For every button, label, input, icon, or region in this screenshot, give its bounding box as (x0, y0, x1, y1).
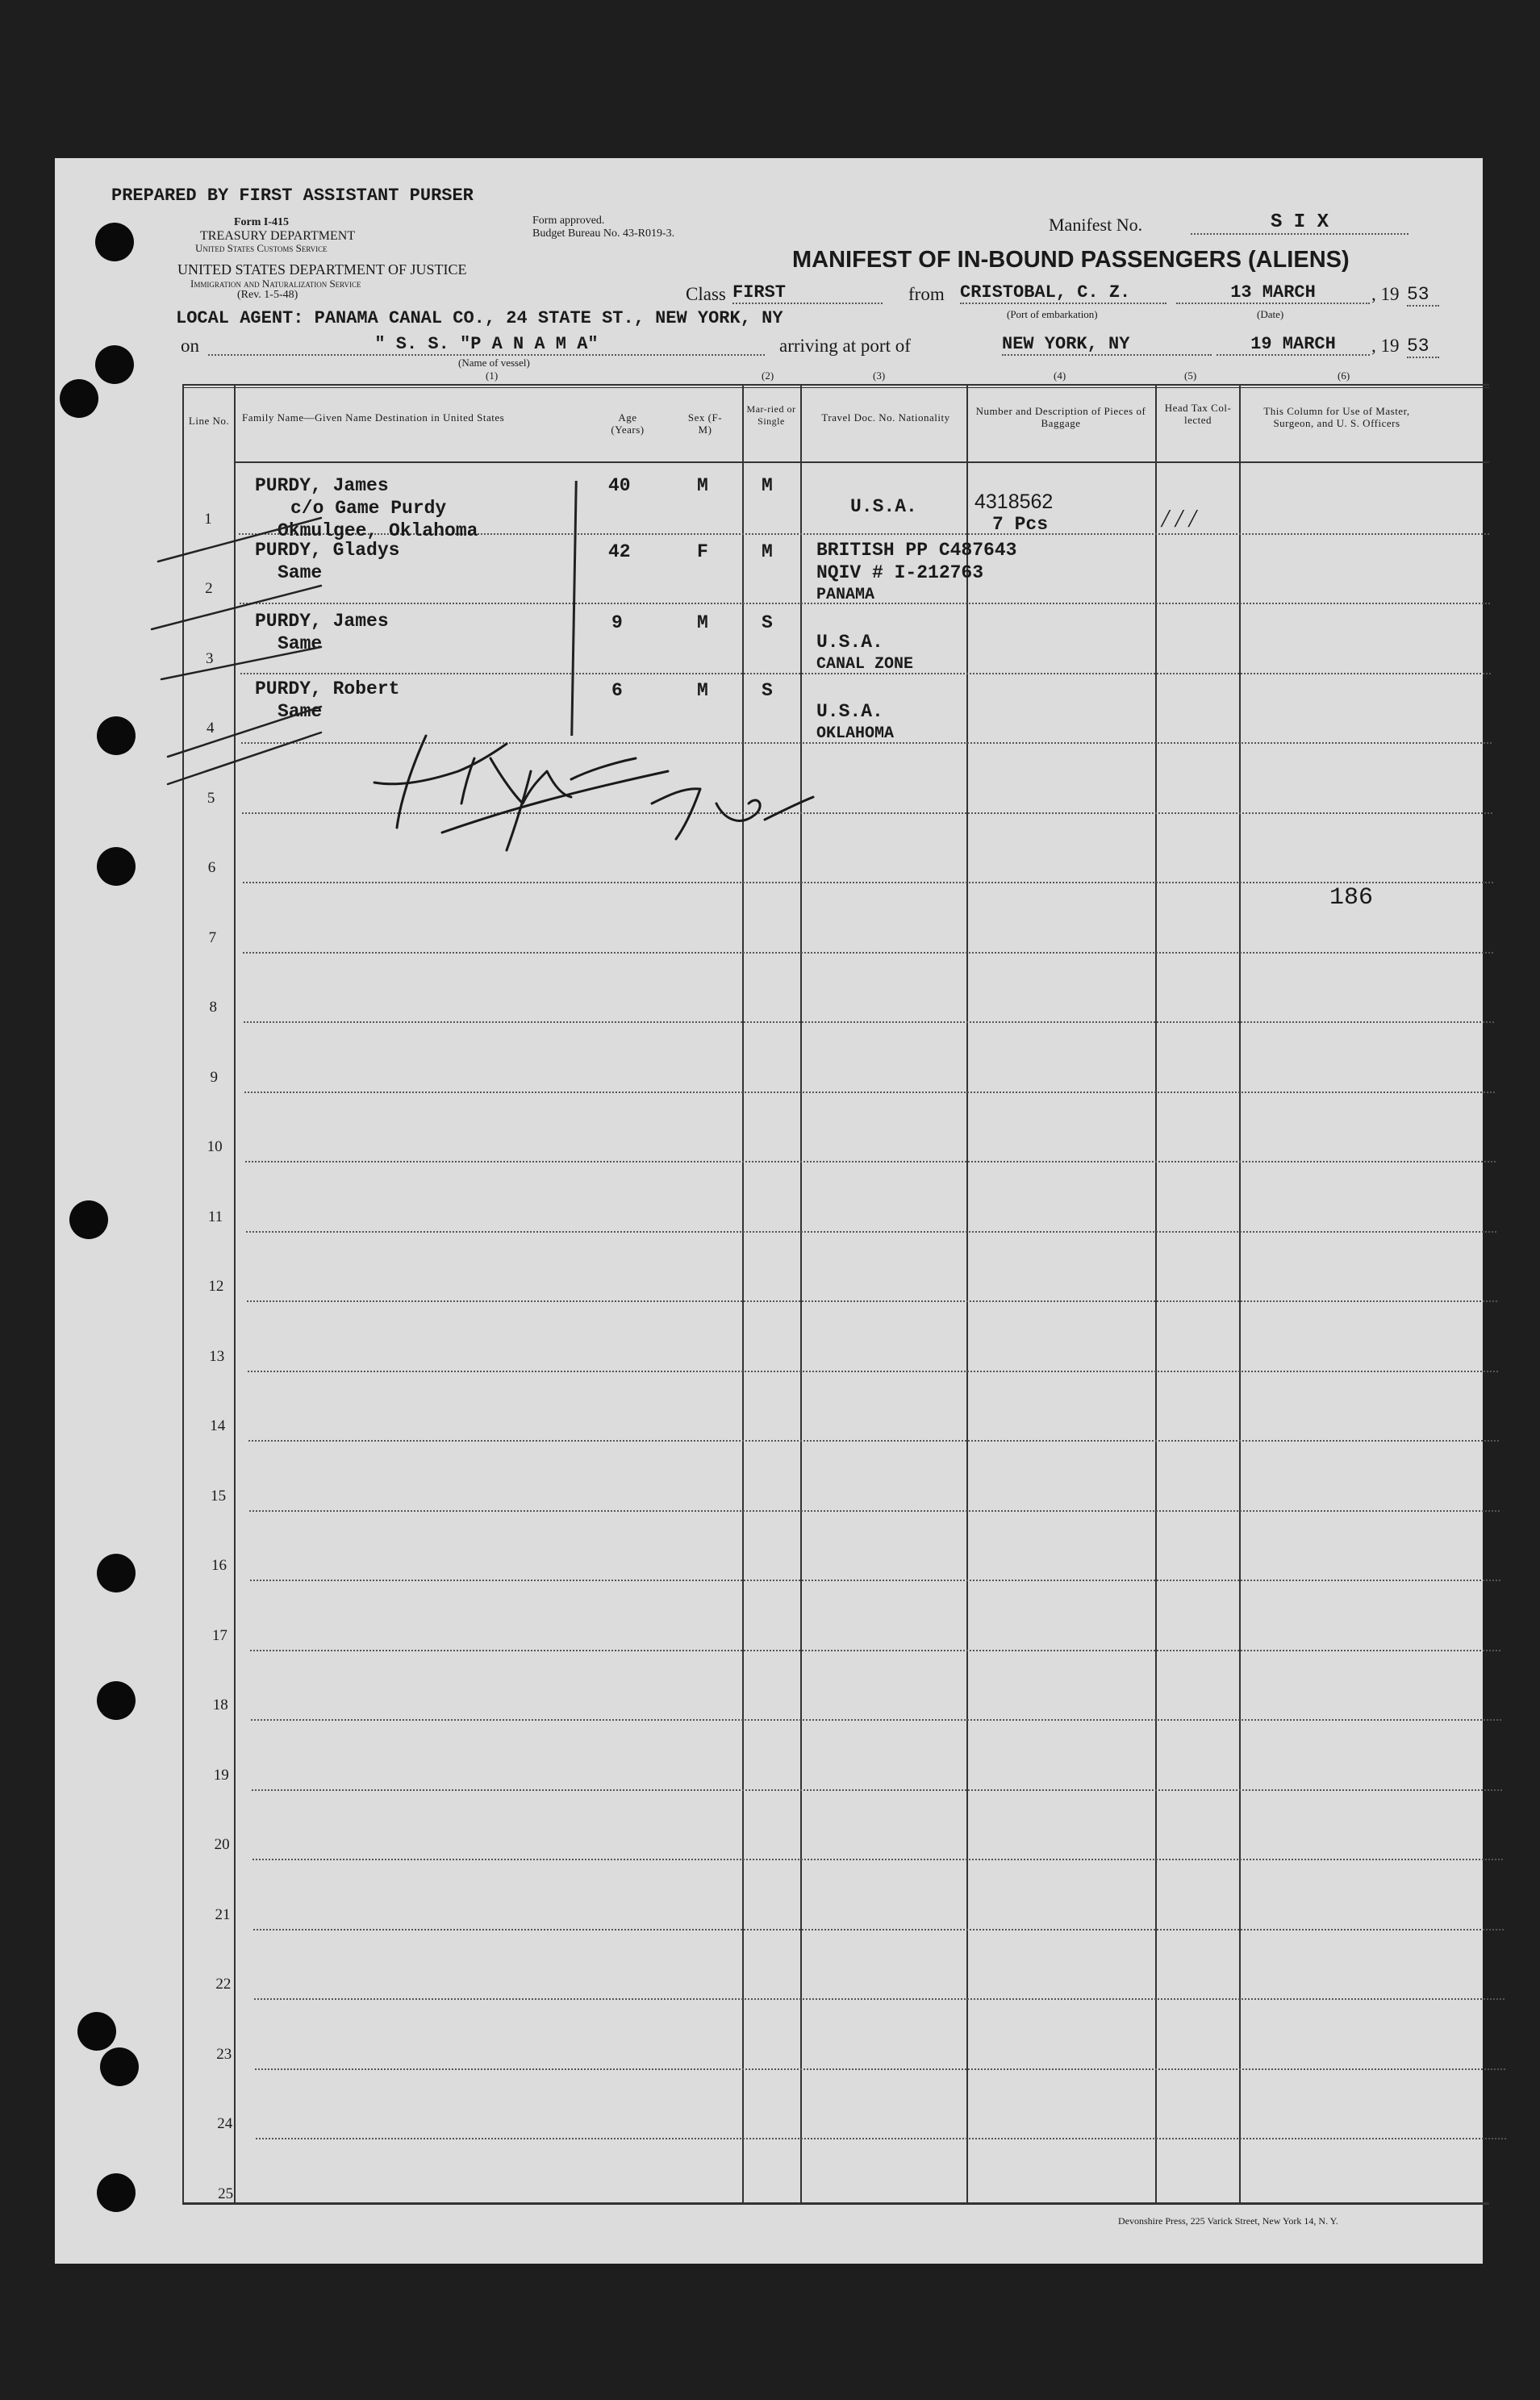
printer-imprint: Devonshire Press, 225 Varick Street, New York 14, N. Y. (1118, 2215, 1338, 2227)
manifest-title: MANIFEST OF IN-BOUND PASSENGERS (ALIENS) (792, 247, 1350, 273)
line-number: 22 (215, 1976, 232, 1993)
ins-service: Immigration and Naturalization Service (190, 278, 361, 290)
line-number: 15 (211, 1487, 227, 1505)
passenger-age: 40 (608, 475, 631, 496)
date-caption: (Date) (1257, 308, 1284, 320)
line-number: 24 (217, 2115, 233, 2132)
passenger-visa: NQIV # I-212763 (816, 562, 984, 583)
line-number: 16 (211, 1557, 227, 1574)
binder-hole (95, 345, 134, 384)
from-label: from (908, 284, 945, 304)
vessel-caption: (Name of vessel) (458, 357, 530, 369)
column-number-2: (2) (762, 369, 774, 382)
check-stroke (168, 733, 321, 784)
header-travel: Travel Doc. No. Nationality (821, 411, 950, 424)
line-number: 3 (206, 649, 214, 667)
form-number: Form I-415 (234, 216, 290, 228)
line-number: 8 (209, 999, 218, 1016)
signature-mark (374, 736, 813, 850)
passenger-marital: S (762, 612, 773, 633)
line-number: 10 (207, 1138, 223, 1155)
binder-hole (97, 1554, 136, 1592)
port-embarkation: CRISTOBAL, C. Z. (960, 282, 1166, 304)
form-revision: (Rev. 1-5-48) (237, 289, 298, 301)
head-tax-marks: / / / (1162, 503, 1196, 532)
binder-hole (97, 1681, 136, 1720)
passenger-travel-doc: U.S.A. (816, 701, 883, 722)
manifest-no-label: Manifest No. (1049, 215, 1143, 235)
budget-number: Budget Bureau No. 43-R019-3. (532, 227, 675, 240)
baggage-number: 4318562 (974, 490, 1054, 513)
passenger-travel-doc: U.S.A. (816, 632, 883, 653)
column-number-5: (5) (1184, 369, 1197, 382)
passenger-sex: M (697, 475, 708, 496)
arriving-label: arriving at port of (779, 336, 911, 356)
binder-hole (69, 1200, 108, 1239)
stamp-number: 186 (1329, 884, 1374, 912)
header-age: Age (Years) (611, 411, 645, 436)
binder-hole (97, 2173, 136, 2212)
on-label: on (181, 336, 199, 356)
line-number: 25 (218, 2185, 234, 2202)
prepared-by: PREPARED BY FIRST ASSISTANT PURSER (111, 186, 474, 206)
baggage-pieces: 7 Pcs (992, 514, 1049, 535)
passenger-nationality: OKLAHOMA (816, 724, 895, 743)
header-line-no: Line No. (188, 415, 230, 427)
port-caption: (Port of embarkation) (1007, 308, 1098, 320)
line-number: 11 (207, 1208, 223, 1225)
passenger-age: 42 (608, 541, 631, 562)
vessel-name: " S. S. "P A N A M A" (208, 334, 765, 356)
line-number: 12 (208, 1278, 224, 1295)
line-number: 5 (207, 789, 215, 807)
column-number-6: (6) (1338, 369, 1350, 382)
class-label: Class (686, 284, 726, 304)
passenger-sex: M (697, 680, 708, 701)
line-number: 21 (215, 1905, 231, 1923)
passenger-name: PURDY, James (255, 611, 389, 632)
passenger-name: PURDY, James (255, 475, 389, 496)
manifest-page (55, 158, 1483, 2264)
binder-hole (97, 847, 136, 886)
line-number: 9 (210, 1068, 218, 1086)
header-name: Family Name—Given Name Destination in United States (242, 411, 505, 424)
line-number: 13 (209, 1347, 225, 1365)
form-dept: TREASURY DEPARTMENT (200, 229, 356, 243)
line-number: 19 (213, 1766, 229, 1784)
line-number: 2 (205, 580, 213, 597)
passenger-age: 9 (611, 612, 623, 633)
header-married: Mar-ried or Single (746, 403, 796, 427)
form-approved: Form approved. (532, 215, 605, 227)
local-agent: LOCAL AGENT: PANAMA CANAL CO., 24 STATE ST., NEW YORK, NY (176, 308, 783, 328)
line-number: 4 (206, 720, 215, 737)
passenger-age: 6 (611, 680, 623, 701)
column-number-3: (3) (873, 369, 886, 382)
year-prefix-1: , 19 (1371, 284, 1400, 304)
line-number: 17 (211, 1626, 227, 1644)
passenger-marital: M (762, 541, 773, 562)
column-number-4: (4) (1054, 369, 1066, 382)
header-baggage: Number and Description of Pieces of Baggage (975, 405, 1146, 429)
check-stroke (152, 586, 321, 629)
arrival-date: 19 MARCH (1217, 334, 1370, 356)
passenger-sex: M (697, 612, 708, 633)
passenger-destination: Same (278, 633, 323, 654)
passenger-sex: F (697, 541, 708, 562)
manifest-no-value: S I X (1191, 211, 1409, 235)
form-service: United States Customs Service (195, 242, 328, 254)
line-number: 20 (214, 1836, 230, 1853)
year-1: 53 (1407, 284, 1439, 307)
embarkation-date: 13 MARCH (1176, 282, 1370, 304)
passenger-marital: S (762, 680, 773, 701)
binder-hole (77, 2012, 116, 2051)
check-stroke (168, 707, 321, 757)
binder-hole (95, 223, 134, 261)
binder-hole (100, 2047, 139, 2086)
line-number: 18 (212, 1697, 228, 1713)
arrival-port: NEW YORK, NY (1002, 334, 1212, 356)
check-stroke (158, 518, 321, 561)
passenger-travel-doc: BRITISH PP C487643 (816, 540, 1017, 561)
passenger-nationality: CANAL ZONE (816, 655, 914, 674)
binder-hole (97, 716, 136, 755)
passenger-nationality: PANAMA (816, 586, 875, 604)
binder-hole (60, 379, 98, 418)
header-officers: This Column for Use of Master, Surgeon, and U. S. Officers (1263, 405, 1410, 429)
header-head-tax: Head Tax Col-lected (1164, 402, 1232, 426)
passenger-destination: Same (278, 701, 323, 722)
passenger-name: PURDY, Gladys (255, 540, 400, 561)
year-prefix-2: , 19 (1371, 336, 1400, 356)
justice-dept: UNITED STATES DEPARTMENT OF JUSTICE (177, 261, 467, 278)
year-2: 53 (1407, 336, 1439, 358)
line-number: 6 (207, 859, 216, 876)
line-number: 1 (204, 510, 212, 528)
passenger-name: PURDY, Robert (255, 678, 400, 699)
line-number: 7 (208, 929, 217, 946)
passenger-destination: Okmulgee, Oklahoma (278, 520, 478, 541)
header-sex: Sex (F-M) (687, 411, 723, 436)
line-number: 23 (216, 2045, 232, 2063)
check-stroke (161, 647, 321, 679)
line-number: 14 (210, 1417, 226, 1434)
passenger-travel-doc: U.S.A. (850, 496, 917, 517)
handwriting-overlay (55, 158, 1483, 2264)
passenger-destination: Same (278, 562, 323, 583)
passenger-address: c/o Game Purdy (290, 498, 447, 519)
column-number-1: (1) (486, 369, 499, 382)
passenger-marital: M (762, 475, 773, 496)
class-value: FIRST (732, 282, 883, 304)
